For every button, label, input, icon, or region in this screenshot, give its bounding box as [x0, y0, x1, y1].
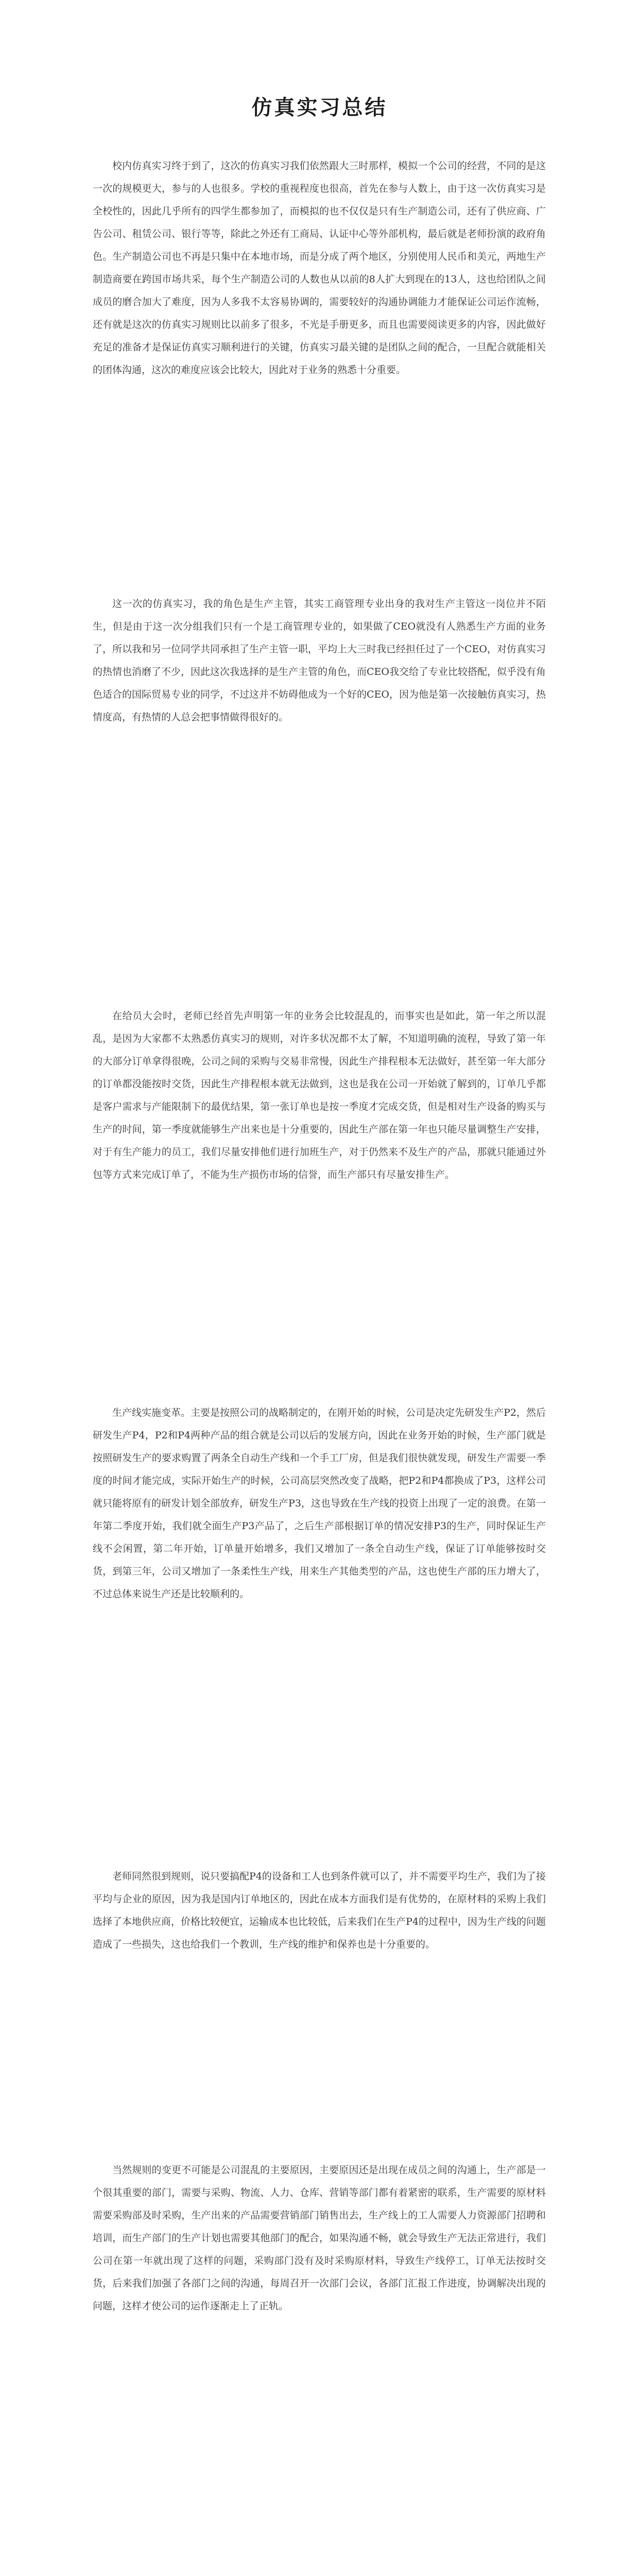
paragraph: 在给员大会时，老师已经首先声明第一年的业务会比较混乱的，而事实也是如此，第一年之所以混乱，是因为大家都不太熟悉仿真实习的规则，对许多状况都不太了解，不知道明确的流程，导致了第一年的大部分订单拿得很晚，公司之间的采购与交易非常慢，因此生产排程根本无法做好，甚至第一年大部分的订单都没能按时交货，因此生产排程根本就无法做到，这也是我在公司一开始就了解到的，订单几乎都是客户需求与产能限制下的最优结果，第一张订单也是按一季度才完成交货，但是相对生产设备的购买与生产的时间，第一季度就能够生产出来也是十分重要的，因此生产部在第一年也只能尽量调整生产安排，对于有生产能力的员工，我们尽量安排他们进行加班生产，对于仍然来不及生产的产品，那就只能通过外包等方式来完成订单了，不能为生产损伤市场的信誉，而生产部只有尽量安排生产。	[93, 1010, 546, 1180]
paragraph: 生产线实施变革。主要是按照公司的战略制定的，在刚开始的时候，公司是决定先研发生产P2，然后研发生产P4，P2和P4两种产品的组合就是公司以后的发展方向，因此在业务开始的时候，生产部门就是按照研发生产的要求购置了两条全自动生产线和一个手工厂房，但是我们很快就发现，研发生产需要一季度的时间才能完成，实际开始生产的时候，公司高层突然改变了战略，把P2和P4都换成了P3，这样公司就只能将原有的研发计划全部放弃，研发生产P3，这也导致在生产线的投资上出现了一定的浪费。在第一年第二季度开始，我们就全面生产P3产品了，之后生产部根据订单的情况安排P3的生产，同时保证生产线不会闲置，第二年开始，订单量开始增多，我们又增加了一条全自动生产线，保证了订单能够按时交货，到第三年，公司又增加了一条柔性生产线，用来生产其他类型的产品，这也使生产部的压力增大了，不过总体来说生产还是比较顺利的。	[93, 1407, 546, 1600]
paragraph: 这一次的仿真实习，我的角色是生产主管，其实工商管理专业出身的我对生产主管这一岗位并不陌生，但是由于这一次分组我们只有一个是工商管理专业的，如果做了CEO就没有人熟悉生产方面的业务了，所以我和另一位同学共同承担了生产主管一职，平均上大三时我已经担任过了一个CEO，对仿真实习的热情也消磨了不少，因此这次我选择的是生产主管的角色，而CEO我交给了专业比较搭配，似乎没有角色适合的国际贸易专业的同学，不过这并不妨碍他成为一个好的CEO，因为他是第一次接触仿真实习，热情度高，有热情的人总会把事情做得很好的。	[93, 598, 546, 723]
paragraph: 当然规则的变更不可能是公司混乱的主要原因，主要原因还是出现在成员之间的沟通上，生产部是一个很其重要的部门，需要与采购、物流、人力、仓库、营销等部门都有着紧密的联系，生产需要的原材料需要采购部及时采购，生产出来的产品需要营销部门销售出去，生产线上的工人需要人力资源部门招聘和培训，而生产部门的生产计划也需要其他部门的配合，如果沟通不畅，就会导致生产无法正常进行，我们公司在第一年就出现了这样的问题，采购部门没有及时采购原材料，导致生产线停工，订单无法按时交货，后来我们加强了各部门之间的沟通，每周召开一次部门会议，各部门汇报工作进度，协调解决出现的问题，这样才使公司的运作逐渐走上了正轨。	[93, 2164, 546, 2312]
paragraph: 老师同然很到规则，说只要搞配P4的设备和工人也到条件就可以了，并不需要平均生产，我们为了接平均与企业的原因，因为我是国内订单地区的，因此在成本方面我们是有优势的，在原材料的采购上我们选择了本地供应商，价格比较便宜，运输成本也比较低，后来我们在生产P4的过程中，因为生产线的问题造成了一些损失，这也给我们一个教训，生产线的维护和保养也是十分重要的。	[93, 1871, 546, 1950]
paragraph: 校内仿真实习终于到了，这次的仿真实习我们依然跟大三时那样，模拟一个公司的经营，不同的是这一次的规模更大，参与的人也很多。学校的重视程度也很高，首先在参与人数上，由于这一次仿真实习是全校性的，因此几乎所有的四学生都参加了，而模拟的也不仅仅是只有生产制造公司，还有了供应商、广告公司、租赁公司、银行等等，除此之外还有工商局、认证中心等外部机构，最后就是老师扮演的政府角色。生产制造公司也不再是只集中在本地市场，而是分成了两个地区，分别使用人民币和美元，两地生产制造商要在跨国市场共采，每个生产制造公司的人数也从以前的8人扩大到现在的13人，这也给团队之间成员的磨合加大了难度，因为人多我不太容易协调的，需要较好的沟通协调能力才能保证公司运作流畅，还有就是这次的仿真实习规则比以前多了很多，不光是手册更多，而且也需要阅读更多的内容，因此做好充足的准备才是保证仿真实习顺利进行的关键，仿真实习最关键的是团队之间的配合，一旦配合就能相关的团体沟通，这次的难度应该会比较大，因此对于业务的熟悉十分重要。	[93, 160, 546, 376]
document-title: 仿真实习总结	[251, 95, 388, 120]
